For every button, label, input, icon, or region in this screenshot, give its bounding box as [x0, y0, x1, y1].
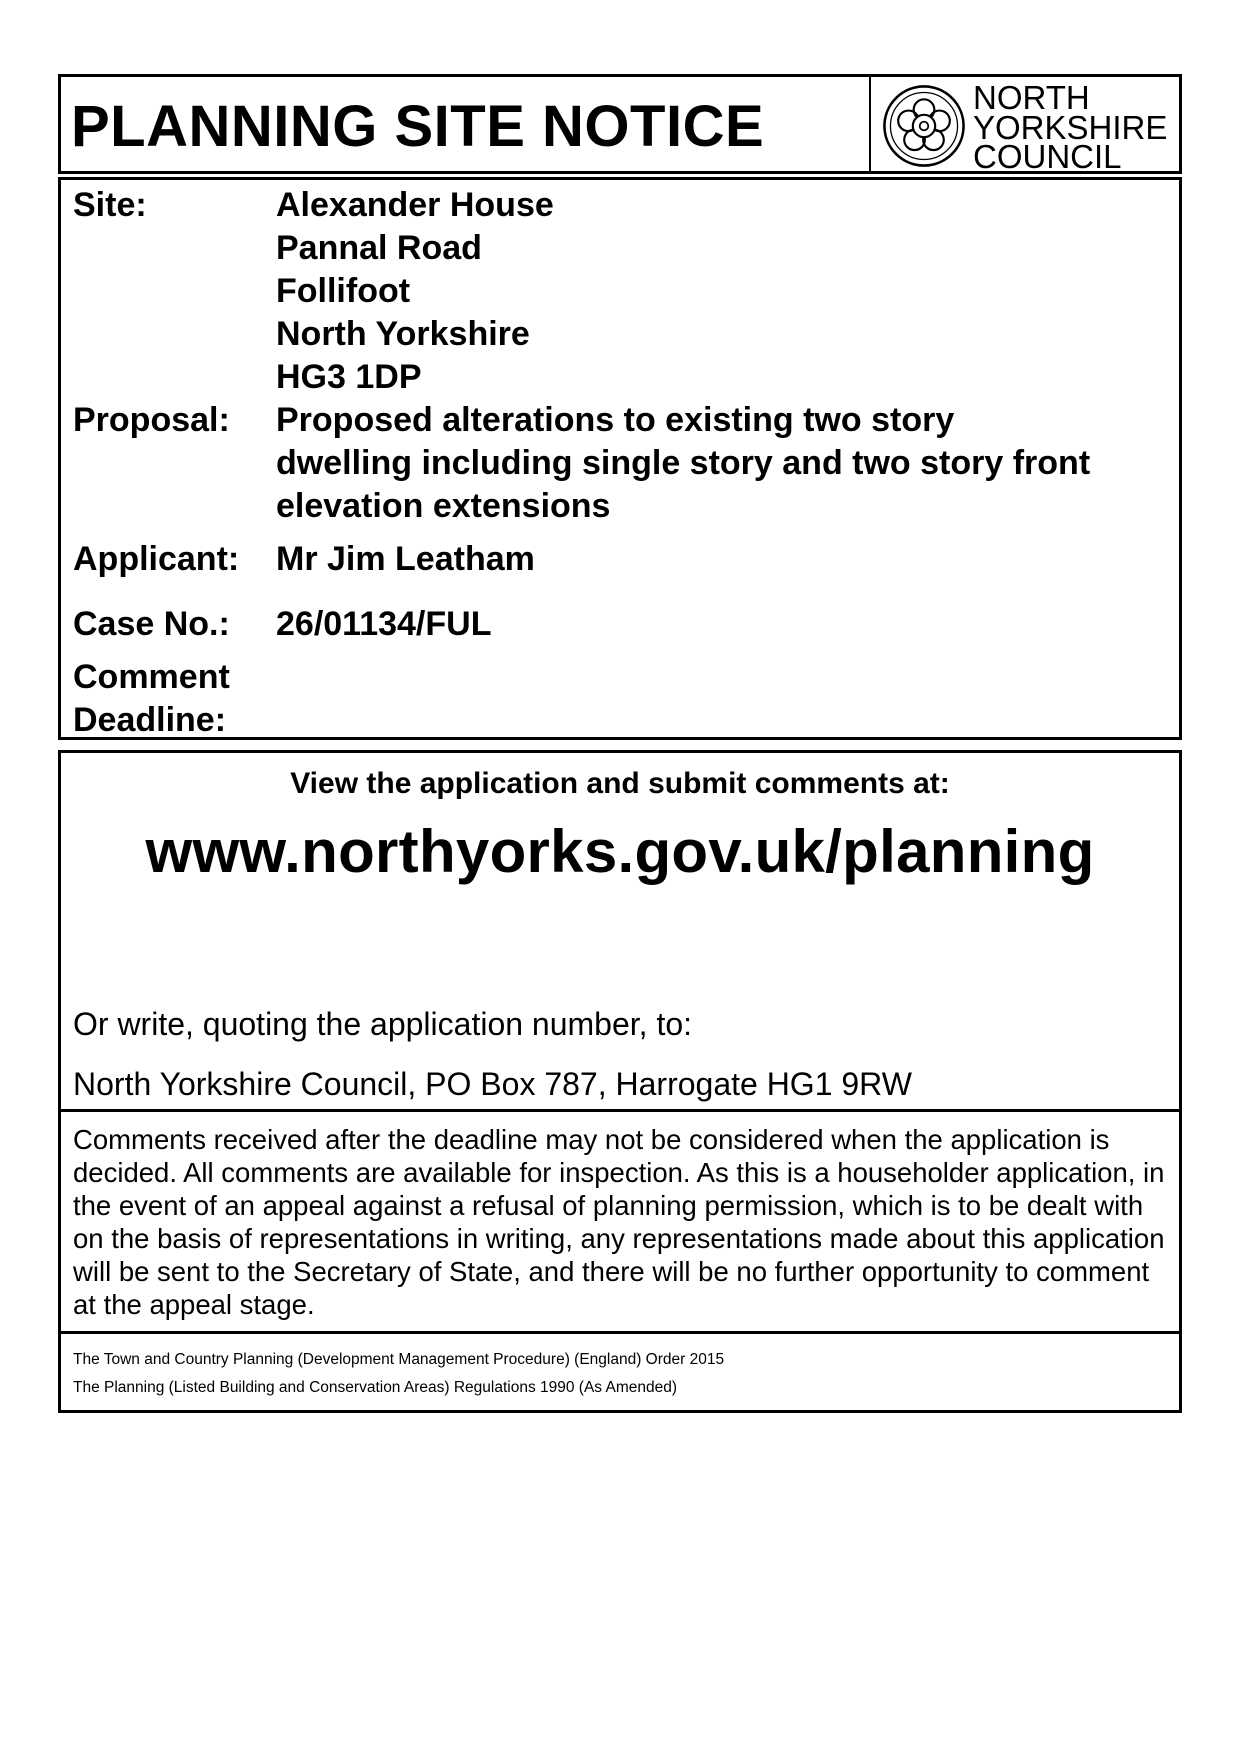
site-address-line-3: Follifoot — [276, 272, 411, 310]
postal-address: North Yorkshire Council, PO Box 787, Harrogate HG1 9RW — [73, 1066, 912, 1102]
notice-header — [58, 74, 1182, 174]
site-address-line-4: North Yorkshire — [276, 315, 530, 353]
logo-text-north: NORTH — [973, 79, 1090, 116]
comments-section — [58, 750, 1182, 1112]
application-details — [58, 177, 1182, 740]
case-number-label: Case No.: — [73, 605, 230, 643]
site-postcode: HG3 1DP — [276, 358, 422, 396]
logo-text-yorkshire: YORKSHIRE — [973, 109, 1168, 146]
view-heading: View the application and submit comments at: — [290, 767, 950, 800]
legal-reference-1: The Town and Country Planning (Development Management Procedure) (England) Order 2015 — [73, 1351, 725, 1368]
proposal-label: Proposal: — [73, 401, 230, 439]
legal-section — [58, 1331, 1182, 1413]
proposal-line-3: elevation extensions — [276, 487, 611, 525]
planning-url: www.northyorks.gov.uk/planning — [145, 818, 1095, 885]
proposal-line-2: dwelling including single story and two story front — [276, 444, 1091, 482]
legal-reference-2: The Planning (Listed Building and Conservation Areas) Regulations 1990 (As Amended) — [73, 1379, 678, 1396]
page-title: PLANNING SITE NOTICE — [71, 94, 765, 159]
site-address-line-1: Alexander House — [276, 186, 554, 224]
comment-deadline-label-line-2: Deadline: — [73, 701, 227, 739]
site-label: Site: — [73, 186, 147, 224]
applicant-name: Mr Jim Leatham — [276, 540, 535, 578]
site-address-line-2: Pannal Road — [276, 229, 482, 267]
header-divider — [869, 77, 871, 171]
council-logo — [875, 77, 1179, 175]
proposal-line-1: Proposed alterations to existing two story — [276, 401, 955, 439]
applicant-label: Applicant: — [73, 540, 240, 578]
notes-section — [58, 1109, 1182, 1334]
write-instructions: Or write, quoting the application number, to: — [73, 1006, 693, 1042]
comment-deadline-label-line-1: Comment — [73, 658, 230, 696]
notes-text: Comments received after the deadline may not be considered when the application is decided. All comments are available for inspection. As this is a householder application, in the event of an appeal against a refusal of planning permission, which is to be dealt with on the basis of representations in writing, any representations made about this application will be sent to the Secretary of State, and there will be no further opportunity to comment at the appeal stage. — [73, 1124, 1165, 1320]
case-number: 26/01134/FUL — [276, 605, 492, 643]
logo-text-council: COUNCIL — [973, 138, 1122, 175]
yorkshire-rose-icon — [881, 83, 967, 169]
